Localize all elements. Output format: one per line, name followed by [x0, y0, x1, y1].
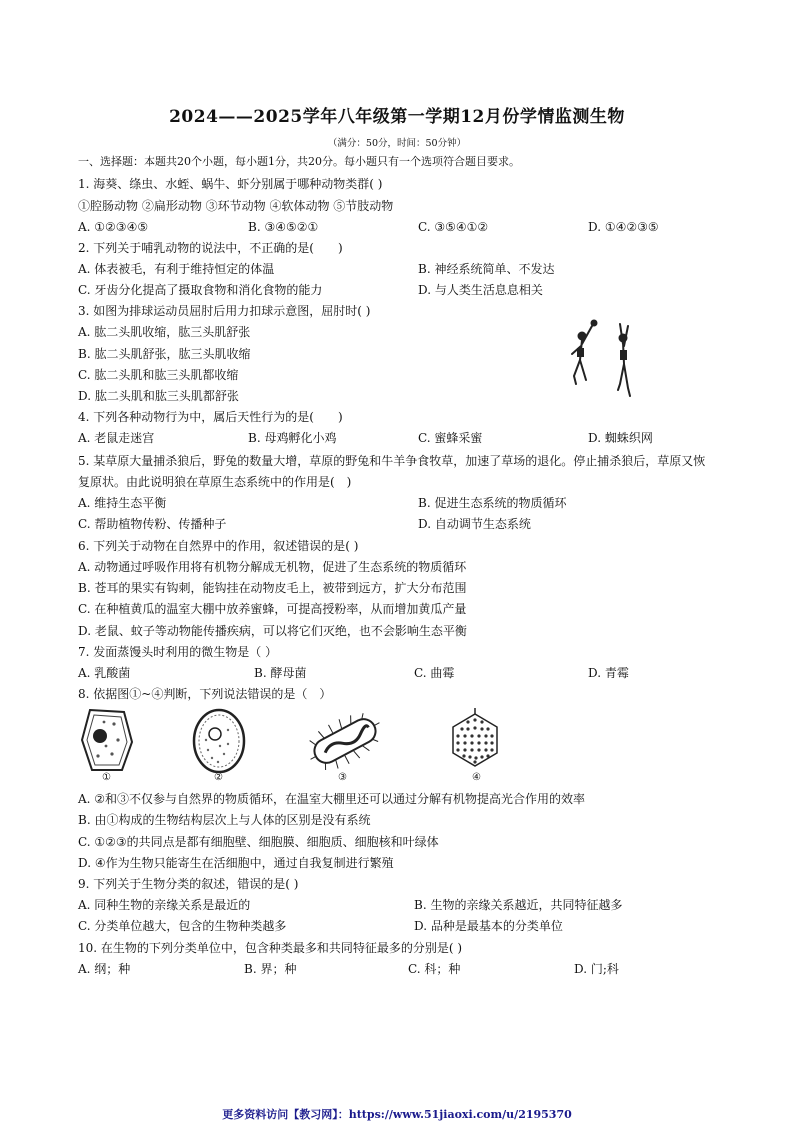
- option-c: C. 牙齿分化提高了摄取食物和消化食物的能力: [78, 283, 323, 297]
- option-d: D. 品种是最基本的分类单位: [414, 919, 563, 933]
- section-heading: 一、选择题：本题共20个小题，每小题1分，共20分。每小题只有一个选项符合题目要求。: [78, 155, 520, 168]
- option-b: B. 促进生态系统的物质循环: [418, 496, 567, 510]
- footer-link[interactable]: 更多资料访问【教习网】：https://www.51jiaoxi.com/u/2195370: [222, 1108, 572, 1121]
- option-a: A. 肱二头肌收缩，肱三头肌舒张: [78, 325, 251, 339]
- option-c: C. 在种植黄瓜的温室大棚中放养蜜蜂，可提高授粉率，从而增加黄瓜产量: [78, 602, 467, 616]
- ball-icon: [592, 321, 597, 326]
- yeast-cell-figure: [190, 706, 248, 776]
- option-a: A. ①②③④⑤: [78, 220, 149, 234]
- option-a: A. 体表被毛，有利于维持恒定的体温: [78, 262, 275, 276]
- option-d: D. 与人类生活息息相关: [418, 283, 543, 297]
- question-stem: 3. 如图为排球运动员屈肘后用力扣球示意图，屈肘时( ): [78, 304, 371, 318]
- option-b: B. 苍耳的果实有钩刺，能钩挂在动物皮毛上，被带到远方，扩大分布范围: [78, 581, 467, 595]
- question-stem: 6. 下列关于动物在自然界中的作用，叙述错误的是( ): [78, 539, 359, 553]
- option-d: D. 肱二头肌和肱三头肌都舒张: [78, 389, 239, 403]
- option-d: D. 门;科: [574, 962, 619, 976]
- question-stem: 5. 某草原大量捕杀狼后，野兔的数量大增，草原的野兔和牛羊争食牧草，加速了草场的退化。停止捕杀狼后，草原又恢复原状。由此说明狼在草原生态系统中的作用是( ): [78, 454, 706, 489]
- option-c: C. 曲霉: [414, 666, 455, 680]
- option-c: C. 科；种: [408, 962, 461, 976]
- option-b: B. ③④⑤②①: [248, 220, 319, 234]
- figure-label-3: ③: [338, 772, 347, 783]
- plant-cell-figure: [76, 706, 138, 776]
- bacterium-figure: [308, 712, 382, 770]
- option-b: B. 酵母菌: [254, 666, 307, 680]
- option-a: A. 纲；种: [78, 962, 131, 976]
- question-stem: 4. 下列各种动物行为中，属后天性行为的是( ): [78, 410, 343, 424]
- option-d: D. ④作为生物只能寄生在活细胞中，通过自我复制进行繁殖: [78, 856, 394, 870]
- question-stem: 2. 下列关于哺乳动物的说法中，不正确的是( ): [78, 241, 343, 255]
- figure-label-1: ①: [102, 772, 111, 783]
- option-c: C. 分类单位越大，包含的生物种类越多: [78, 919, 287, 933]
- question-extra: ①腔肠动物 ②扁形动物 ③环节动物 ④软体动物 ⑤节肢动物: [78, 199, 394, 213]
- question-stem: 9. 下列关于生物分类的叙述，错误的是( ): [78, 877, 299, 891]
- virus-figure: [448, 708, 502, 770]
- option-c: C. 蜜蜂采蜜: [418, 431, 483, 445]
- page-title: 2024——2025学年八年级第一学期12月份学情监测生物: [169, 107, 625, 127]
- option-c: C. ①②③的共同点是都有细胞壁、细胞膜、细胞质、细胞核和叶绿体: [78, 835, 439, 849]
- figure-label-4: ④: [472, 772, 481, 783]
- option-b: B. 界；种: [244, 962, 297, 976]
- option-d: D. 自动调节生态系统: [418, 517, 531, 531]
- option-b: B. 母鸡孵化小鸡: [248, 431, 337, 445]
- option-b: B. 肱二头肌舒张，肱三头肌收缩: [78, 347, 251, 361]
- exam-meta: （满分：50分，时间：50分钟）: [327, 138, 467, 149]
- option-b: B. 由①构成的生物结构层次上与人体的区别是没有系统: [78, 813, 371, 827]
- question-stem: 7. 发面蒸馒头时利用的微生物是（ ）: [78, 645, 278, 659]
- question-stem: 10. 在生物的下列分类单位中，包含种类最多和共同特征最多的分别是( ): [78, 941, 463, 955]
- option-a: A. 乳酸菌: [78, 666, 131, 680]
- option-b: B. 生物的亲缘关系越近，共同特征越多: [414, 898, 623, 912]
- option-a: A. 动物通过呼吸作用将有机物分解成无机物，促进了生态系统的物质循环: [78, 560, 467, 574]
- option-a: A. 老鼠走迷宫: [78, 431, 155, 445]
- option-a: A. 维持生态平衡: [78, 496, 167, 510]
- question-stem: 8. 依据图①~④判断，下列说法错误的是（ ）: [78, 687, 332, 701]
- option-a: A. 同种生物的亲缘关系是最近的: [78, 898, 251, 912]
- question-stem: 1. 海葵、绦虫、水蛭、蜗牛、虾分别属于哪种动物类群( ): [78, 177, 383, 191]
- option-d: D. 老鼠、蚊子等动物能传播疾病，可以将它们灭绝，也不会影响生态平衡: [78, 624, 467, 638]
- option-c: C. 帮助植物传粉、传播种子: [78, 517, 227, 531]
- option-b: B. 神经系统简单、不发达: [418, 262, 555, 276]
- option-c: C. ③⑤④①②: [418, 220, 489, 234]
- option-c: C. 肱二头肌和肱三头肌都收缩: [78, 368, 239, 382]
- option-d: D. 蜘蛛织网: [588, 431, 653, 445]
- option-d: D. ①④②③⑤: [588, 220, 659, 234]
- figure-label-2: ②: [214, 772, 223, 783]
- option-a: A. ②和③不仅参与自然界的物质循环，在温室大棚里还可以通过分解有机物提高光合作用的效率: [78, 792, 586, 806]
- option-d: D. 青霉: [588, 666, 629, 680]
- volleyball-figure: [568, 318, 640, 400]
